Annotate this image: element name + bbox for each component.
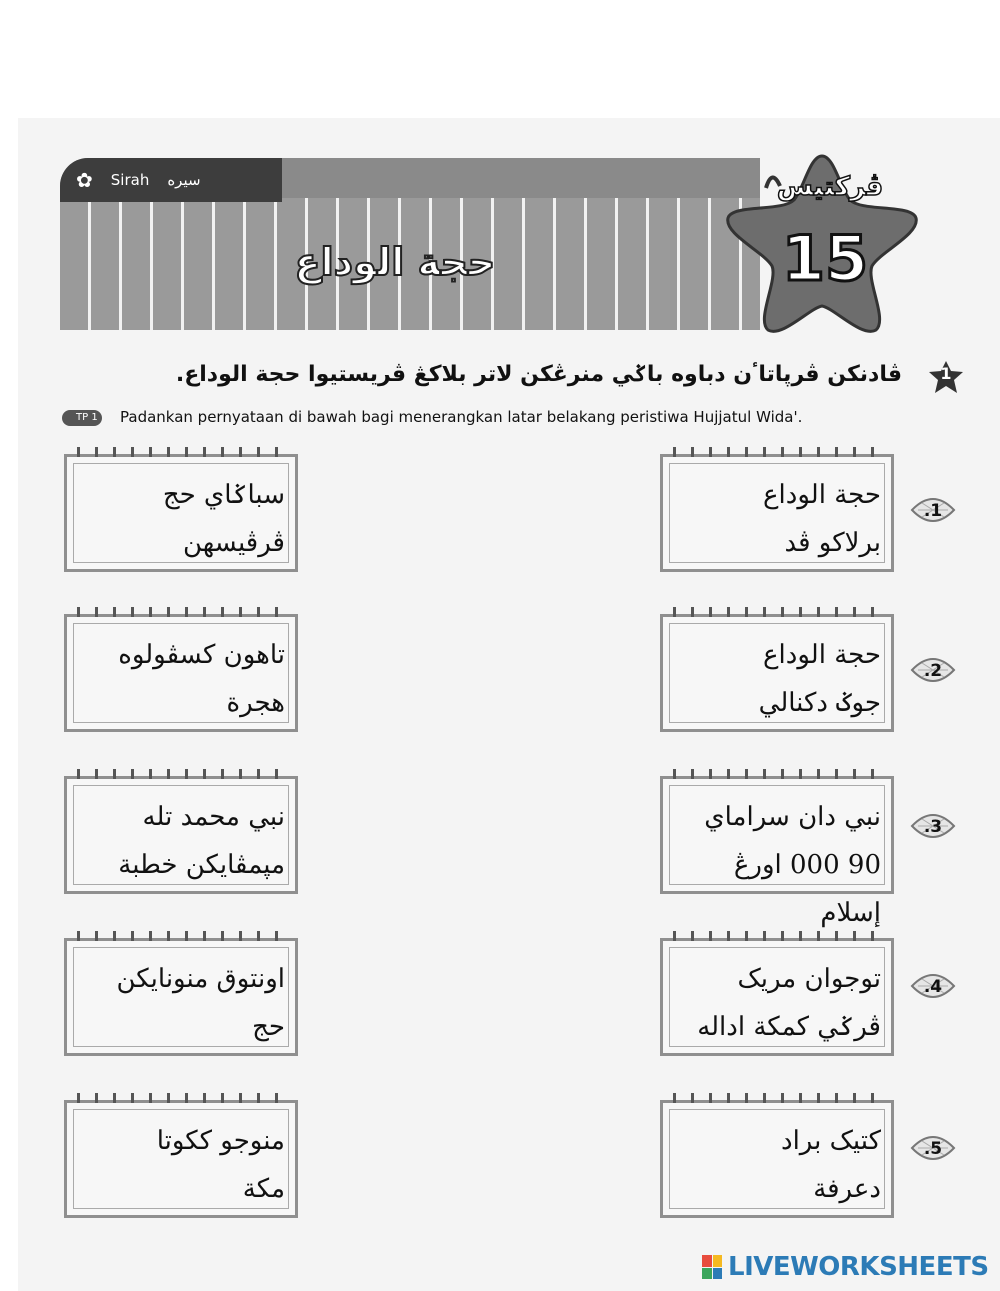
tp-badge: TP 1: [62, 410, 102, 426]
question-line: 90 000 اورڠ إسلام: [733, 850, 881, 928]
spiral-rings: [77, 769, 285, 779]
badge-label: ڤرکتيس: [776, 172, 884, 202]
question-line: جوݢ دکنالي: [758, 688, 881, 718]
spiral-rings: [77, 931, 285, 941]
question-line: حجة الوداع: [763, 480, 881, 510]
subject-arabic: سيره: [167, 171, 201, 189]
answer-card[interactable]: [64, 938, 298, 1056]
answer-card[interactable]: [64, 776, 298, 894]
shell-number-badge: [908, 808, 958, 844]
shell-number: .5: [923, 1139, 943, 1159]
question-line: ڤرݢي کمکة اداله: [697, 1012, 881, 1042]
question-line: برلاکو ڤد: [784, 528, 881, 558]
badge-number: 15: [781, 222, 869, 295]
shell-number: .3: [923, 817, 943, 837]
liveworksheets-mark-icon: [702, 1255, 722, 1279]
answer-line: مکة: [242, 1174, 285, 1204]
spiral-rings: [673, 447, 881, 457]
spiral-rings: [673, 1093, 881, 1103]
question-line: نبي دان سراماي: [704, 802, 881, 832]
question-card[interactable]: [660, 1100, 894, 1218]
spiral-rings: [673, 769, 881, 779]
subject-tab: [60, 158, 282, 202]
shell-number-badge: [908, 1130, 958, 1166]
spiral-rings: [673, 931, 881, 941]
answer-line: سباݢاي حج: [162, 480, 285, 510]
shell-number-badge: [908, 968, 958, 1004]
spiral-rings: [77, 607, 285, 617]
answer-line: حج: [252, 1012, 285, 1042]
spiral-rings: [673, 607, 881, 617]
instruction-english: Padankan pernyataan di bawah bagi menerangkan latar belakang peristiwa Hujjatul Wida'.: [120, 408, 803, 426]
question-line: حجة الوداع: [763, 640, 881, 670]
question-line: کتيک براد: [781, 1126, 881, 1156]
answer-line: نبي محمد تله: [142, 802, 285, 832]
answer-line: تاهون کسڤولوه: [118, 640, 285, 670]
subject-latin: Sirah: [110, 171, 150, 189]
question-card[interactable]: [660, 776, 894, 928]
lesson-title: حجة الوداع: [294, 240, 496, 284]
shell-number-badge: [908, 492, 958, 528]
flower-icon: ✿: [76, 168, 93, 192]
spiral-rings: [77, 1093, 285, 1103]
answer-card[interactable]: [64, 1100, 298, 1218]
answer-line: ڤرڤيسهن: [182, 528, 285, 558]
question-card[interactable]: [660, 938, 894, 1056]
question-number-text: 1: [940, 364, 952, 383]
answer-card[interactable]: [64, 614, 298, 732]
question-card[interactable]: [660, 454, 894, 572]
answer-line: مڽمڤايکن خطبة: [118, 850, 285, 880]
answer-line: منوجو ککوتا: [156, 1126, 285, 1156]
answer-card[interactable]: [64, 454, 298, 572]
shell-number: .2: [923, 661, 943, 681]
spiral-rings: [77, 447, 285, 457]
question-line: توجوان مريک: [737, 964, 881, 994]
question-line: دعرفة: [813, 1174, 881, 1204]
shell-number-badge: [908, 652, 958, 688]
instruction-arabic: ڤادنکن ڤرڽاتاٴن دباوه باݢي منرڠکن لاتر بلاکڠ ڤريستيوا حجة الوداع.: [175, 362, 902, 387]
shell-number: .4: [923, 977, 943, 997]
answer-line: اونتوق منونايکن: [116, 964, 285, 994]
question-number-icon: [928, 360, 964, 394]
question-card[interactable]: [660, 614, 894, 732]
liveworksheets-brand: LIVEWORKSHEETS: [728, 1252, 989, 1282]
shell-number: .1: [923, 501, 943, 521]
liveworksheets-logo[interactable]: [702, 1254, 989, 1280]
answer-line: هجرة: [226, 688, 285, 718]
